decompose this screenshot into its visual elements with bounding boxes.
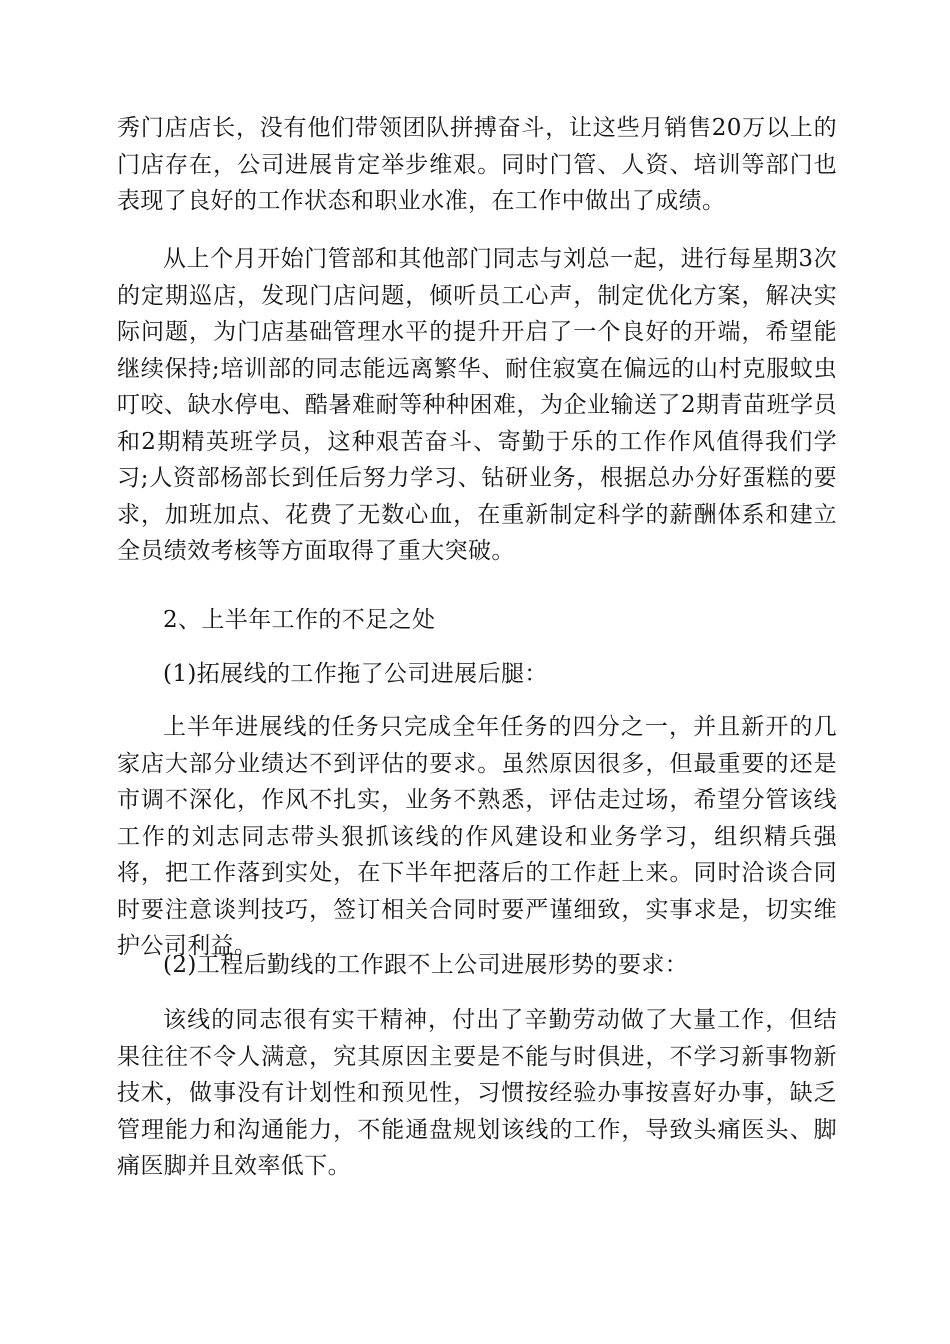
paragraph-continuation: 秀门店店长，没有他们带领团队拼搏奋斗，让这些月销售20万以上的门店存在，公司进展肯定举步维艰。同时门管、人资、培训等部门也表现了良好的工作状态和职业水准，在工作中做出了成绩。 [117,115,837,214]
paragraph-inspection-training-hr: 从上个月开始门管部和其他部门同志与刘总一起，进行每星期3次的定期巡店，发现门店问题，倾听员工心声，制定优化方案，解决实际问题，为门店基础管理水平的提升开启了一个良好的开端，希望能继续保持;培训部的同志能远离繁华、耐住寂寞在偏远的山村克服蚊虫叮咬、缺水停电、酷暑难耐等种种困难，为企业输送了2期青苗班学员和2期精英班学员，这种艰苦奋斗、寄勤于乐的工作作风值得我们学习;人资部杨部长到任后努力学习、钻研业务，根据总办分好蛋糕的要求，加班加点、花费了无数心血，在重新制定科学的薪酬体系和建立全员绩效考核等方面取得了重大突破。 [117,246,837,564]
paragraph-expansion-line: 上半年进展线的任务只完成全年任务的四分之一，并且新开的几家店大部分业绩达不到评估的要求。虽然原因很多，但最重要的还是市调不深化，作风不扎实，业务不熟悉，评估走过场，希望分管该线工作的刘志同志带头狠抓该线的作风建设和业务学习，组织精兵强将，把工作落到实处，在下半年把落后的工作赶上来。同时洽谈合同时要注意谈判技巧，签订相关合同时要严谨细致，实事求是，切实维护公司利益。 [117,714,837,959]
paragraph-engineering-logistics: 该线的同志很有实干精神，付出了辛勤劳动做了大量工作，但结果往往不令人满意，究其原因主要是不能与时俱进，不学习新事物新技术，做事没有计划性和预见性，习惯按经验办事按喜好办事，缺乏管理能力和沟通能力，不能通盘规划该线的工作，导致头痛医头、脚痛医脚并且效率低下。 [117,1007,837,1179]
subheading-engineering-logistics: (2)工程后勤线的工作跟不上公司进展形势的要求： [163,952,689,978]
section-heading-shortcomings: 2、上半年工作的不足之处 [163,607,436,633]
subheading-expansion-line: (1)拓展线的工作拖了公司进展后腿： [163,661,548,687]
